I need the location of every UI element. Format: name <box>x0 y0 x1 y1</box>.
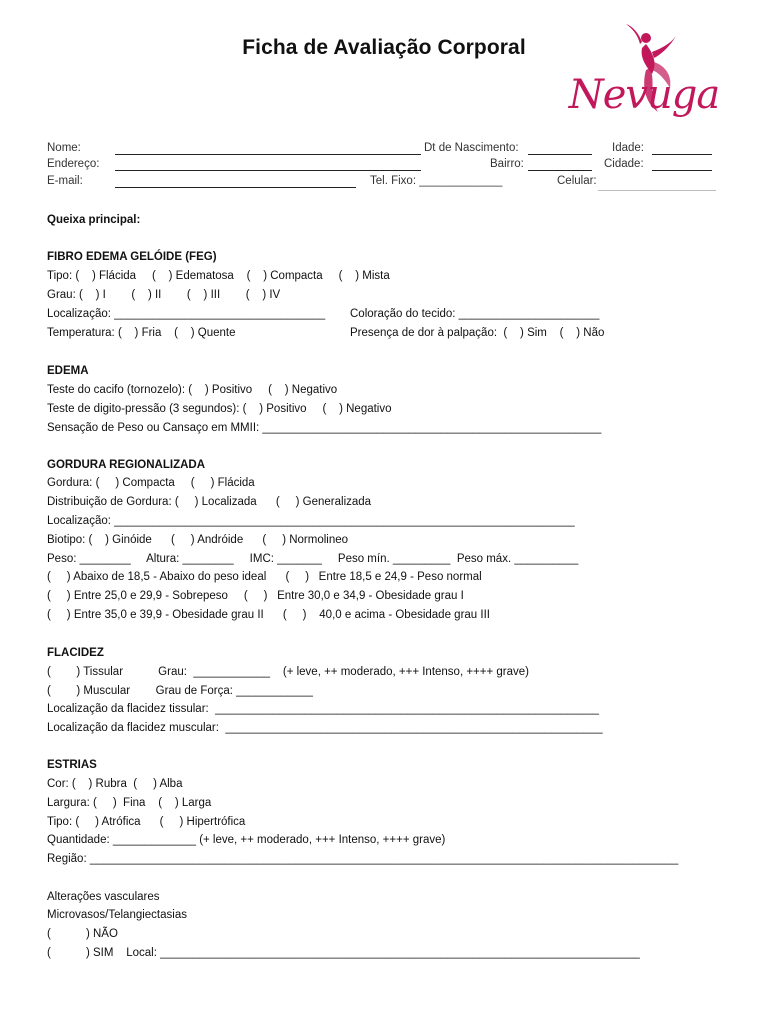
vasculares-title: Alterações vasculares <box>47 891 160 903</box>
brand-logo <box>566 22 722 148</box>
feg-grau[interactable]: Grau: ( ) I ( ) II ( ) III ( ) IV <box>47 289 281 301</box>
email-label: E-mail: <box>47 175 83 187</box>
idade-field[interactable] <box>652 154 712 155</box>
estrias-title: ESTRIAS <box>47 759 97 771</box>
edema-title: EDEMA <box>47 365 89 377</box>
gordura-tipo[interactable]: Gordura: ( ) Compacta ( ) Flácida <box>47 477 255 489</box>
celular-label: Celular: <box>557 175 597 187</box>
email-field[interactable] <box>115 187 356 188</box>
gordura-title: GORDURA REGIONALIZADA <box>47 459 206 471</box>
idade-label: Idade: <box>612 142 644 154</box>
edema-cacifo[interactable]: Teste do cacifo (tornozelo): ( ) Positivo ( ) Negativo <box>47 384 338 396</box>
endereco-label: Endereço: <box>47 158 100 170</box>
feg-localizacao[interactable]: Localização: _________________________________ <box>47 308 326 320</box>
nome-label: Nome: <box>47 142 81 154</box>
gordura-distribuicao[interactable]: Distribuição de Gordura: ( ) Localizada ( ) Generalizada <box>47 496 372 508</box>
endereco-field[interactable] <box>115 170 421 171</box>
bairro-field[interactable] <box>528 170 592 171</box>
gordura-imc-3[interactable]: ( ) Entre 35,0 e 39,9 - Obesidade grau II ( ) 40,0 e acima - Obesidade grau III <box>47 609 490 621</box>
feg-temperatura[interactable]: Temperatura: ( ) Fria ( ) Quente <box>47 327 236 339</box>
logo-text: Nevuga <box>568 72 720 118</box>
gordura-localizacao[interactable]: Localização: ________________________________________________________________________ <box>47 515 575 527</box>
page-title: Ficha de Avaliação Corporal <box>242 36 526 59</box>
estrias-cor[interactable]: Cor: ( ) Rubra ( ) Alba <box>47 778 183 790</box>
nome-field[interactable] <box>115 154 421 155</box>
feg-dor[interactable]: Presença de dor à palpação: ( ) Sim ( ) Não <box>350 327 605 339</box>
flacidez-muscular[interactable]: ( ) Muscular Grau de Força: ____________ <box>47 685 313 697</box>
feg-coloracao[interactable]: Coloração do tecido: ______________________ <box>350 308 600 320</box>
dt-nascimento-field[interactable] <box>528 154 592 155</box>
vasculares-sim[interactable]: ( ) SIM Local: ___________________________________________________________________________ <box>47 947 640 959</box>
flacidez-title: FLACIDEZ <box>47 647 104 659</box>
gordura-imc-2[interactable]: ( ) Entre 25,0 e 29,9 - Sobrepeso ( ) Entre 30,0 e 34,9 - Obesidade grau I <box>47 590 464 602</box>
cidade-label: Cidade: <box>604 158 644 170</box>
feg-title: FIBRO EDEMA GELÓIDE (FEG) <box>47 251 217 263</box>
dt-nascimento-label: Dt de Nascimento: <box>424 142 519 154</box>
gordura-peso[interactable]: Peso: ________ Altura: ________ IMC: _______ Peso mín. _________ Peso máx. __________ <box>47 553 579 565</box>
estrias-regiao[interactable]: Região: ____________________________________________________________________________________________ <box>47 853 679 865</box>
queixa-label: Queixa principal: <box>47 214 141 226</box>
celular-field[interactable] <box>598 190 716 191</box>
gordura-biotipo[interactable]: Biotipo: ( ) Ginóide ( ) Andróide ( ) Normolineo <box>47 534 349 546</box>
feg-tipo[interactable]: Tipo: ( ) Flácida ( ) Edematosa ( ) Compacta ( ) Mista <box>47 270 390 282</box>
flacidez-tissular[interactable]: ( ) Tissular Grau: ____________ (+ leve, ++ moderado, +++ Intenso, ++++ grave) <box>47 666 530 678</box>
estrias-tipo[interactable]: Tipo: ( ) Atrófica ( ) Hipertrófica <box>47 816 246 828</box>
vasculares-micro: Microvasos/Telangiectasias <box>47 909 187 921</box>
gordura-imc-1[interactable]: ( ) Abaixo de 18,5 - Abaixo do peso ideal ( ) Entre 18,5 e 24,9 - Peso normal <box>47 571 482 583</box>
tel-fixo-label[interactable]: Tel. Fixo: _____________ <box>370 175 503 187</box>
edema-digito[interactable]: Teste de digito-pressão (3 segundos): ( ) Positivo ( ) Negativo <box>47 403 392 415</box>
flacidez-loc-tissular[interactable]: Localização da flacidez tissular: ____________________________________________________________ <box>47 703 599 715</box>
estrias-largura[interactable]: Largura: ( ) Fina ( ) Larga <box>47 797 212 809</box>
cidade-field[interactable] <box>652 170 712 171</box>
edema-sensacao[interactable]: Sensação de Peso ou Cansaço em MMII: _____________________________________________________ <box>47 422 602 434</box>
flacidez-loc-muscular[interactable]: Localização da flacidez muscular: ___________________________________________________________ <box>47 722 603 734</box>
estrias-quantidade[interactable]: Quantidade: _____________ (+ leve, ++ moderado, +++ Intenso, ++++ grave) <box>47 834 446 846</box>
vasculares-nao[interactable]: ( ) NÃO <box>47 928 118 940</box>
bairro-label: Bairro: <box>490 158 524 170</box>
